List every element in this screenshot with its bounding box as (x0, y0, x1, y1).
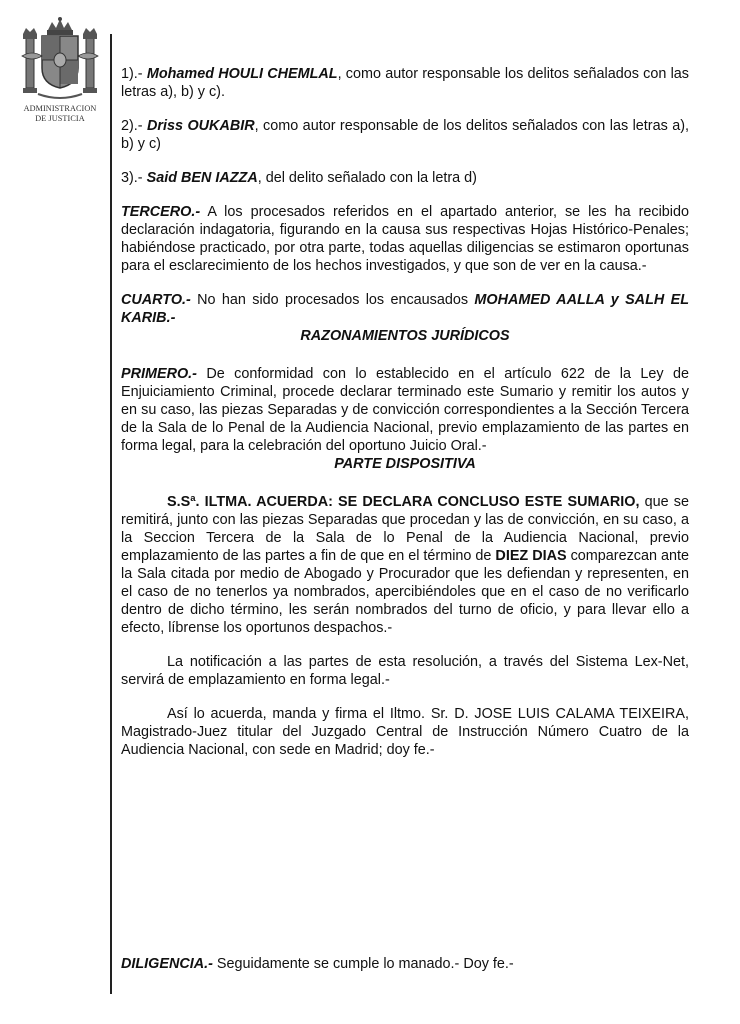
coat-of-arms-icon (18, 16, 102, 104)
justice-logo (18, 16, 102, 128)
item-2-name: Driss OUKABIR (147, 118, 255, 134)
primero-text: De conformidad con lo establecido en el artículo 622 de la Ley de Enjuiciamiento Criminal, procede declarar terminado este Sumario y remitir los autos y en su caso, las piezas Separadas y de convicción correspondientes a la Sección Tercera de la Sala de lo Penal de la Audiencia Nacional, previo emplazamiento de las partes en forma legal, para la celebración del oportuno Juicio Oral.- (121, 366, 689, 454)
logo-line-1: ADMINISTRACION (23, 104, 97, 113)
item-3-number: 3).- (121, 170, 143, 186)
cuarto-label: CUARTO.- (121, 292, 191, 308)
item-2 (121, 117, 689, 153)
tercero-paragraph (121, 203, 689, 275)
dispositiva-heading: PARTE DISPOSITIVA (334, 456, 476, 472)
item-2-number: 2).- (121, 118, 143, 134)
diligencia-text: Seguidamente se cumple lo manado.- Doy fe.- (212, 956, 514, 972)
cuarto-text: No han sido procesados los encausados (190, 292, 475, 308)
primero-label: PRIMERO.- (121, 366, 197, 382)
item-1-text: , como autor responsable los delitos señalados con las letras a), b) y c). (121, 66, 689, 100)
item-1-number: 1).- (121, 66, 143, 82)
plazo-dias: DIEZ DIAS (495, 548, 567, 564)
acuerda-text-2: comparezcan ante la Sala citada por medio de Abogado y Procurador que les defiendan y representen, en el caso de no tenerlos ya nombrados, apercibiéndoles que en el caso de no verificarlo dentro de dicho término, les serán nombrados del turno de oficio, y para llevar ello a efecto, líbrense los oportunos despachos.- (121, 548, 689, 636)
tercero-label: TERCERO.- (121, 204, 201, 220)
item-3-text: , del delito señalado con la letra d) (257, 170, 477, 186)
primero-paragraph (121, 365, 689, 455)
acuerda-bold: S.Sª. ILTMA. ACUERDA: SE DECLARA CONCLUSO ESTE SUMARIO, (167, 494, 640, 510)
cuarto-names: MOHAMED AALLA y SALH EL KARIB.- (121, 292, 689, 326)
razonamientos-heading: RAZONAMIENTOS JURÍDICOS (300, 328, 510, 344)
document-body (121, 65, 689, 759)
tercero-text: A los procesados referidos en el apartado anterior, se les ha recibido declaración indagatoria, figurando en la causa sus respectivas Hojas Histórico-Penales; habiéndose practicado, por otra parte, todas aquellas diligencias se estimaron oportunas para el esclarecimiento de los hechos investigados, y que son de ver en la causa.- (121, 204, 689, 274)
logo-caption (18, 104, 102, 124)
margin-line (110, 34, 112, 994)
item-3-name: Said BEN IAZZA (146, 170, 258, 186)
diligencia-paragraph (121, 955, 689, 973)
item-3 (121, 169, 689, 187)
firma-paragraph: Así lo acuerda, manda y firma el Iltmo. Sr. D. JOSE LUIS CALAMA TEIXEIRA, Magistrado-Juez titular del Juzgado Central de Instrucción Número Cuatro de la Audiencia Nacional, con sede en Madrid; doy fe.- (121, 706, 689, 758)
acuerda-text-1: que se remitirá, junto con las piezas Separadas que procedan y las de convicción, en su caso, a la Seccion Tercera de la Sala de lo Penal de la Audiencia Nacional, previo emplazamiento de las partes a fin de que en el término de (121, 494, 689, 564)
diligencia-label: DILIGENCIA.- (121, 956, 213, 972)
cuarto-paragraph (121, 291, 689, 327)
item-1 (121, 65, 689, 101)
item-2-text: , como autor responsable de los delitos señalados con las letras a), b) y c) (121, 118, 689, 152)
item-1-name: Mohamed HOULI CHEMLAL (146, 66, 338, 82)
notificacion-paragraph: La notificación a las partes de esta resolución, a través del Sistema Lex-Net, servirá de emplazamiento en forma legal.- (121, 654, 689, 688)
logo-line-2: DE JUSTICIA (35, 114, 85, 123)
acuerda-paragraph (121, 493, 689, 637)
